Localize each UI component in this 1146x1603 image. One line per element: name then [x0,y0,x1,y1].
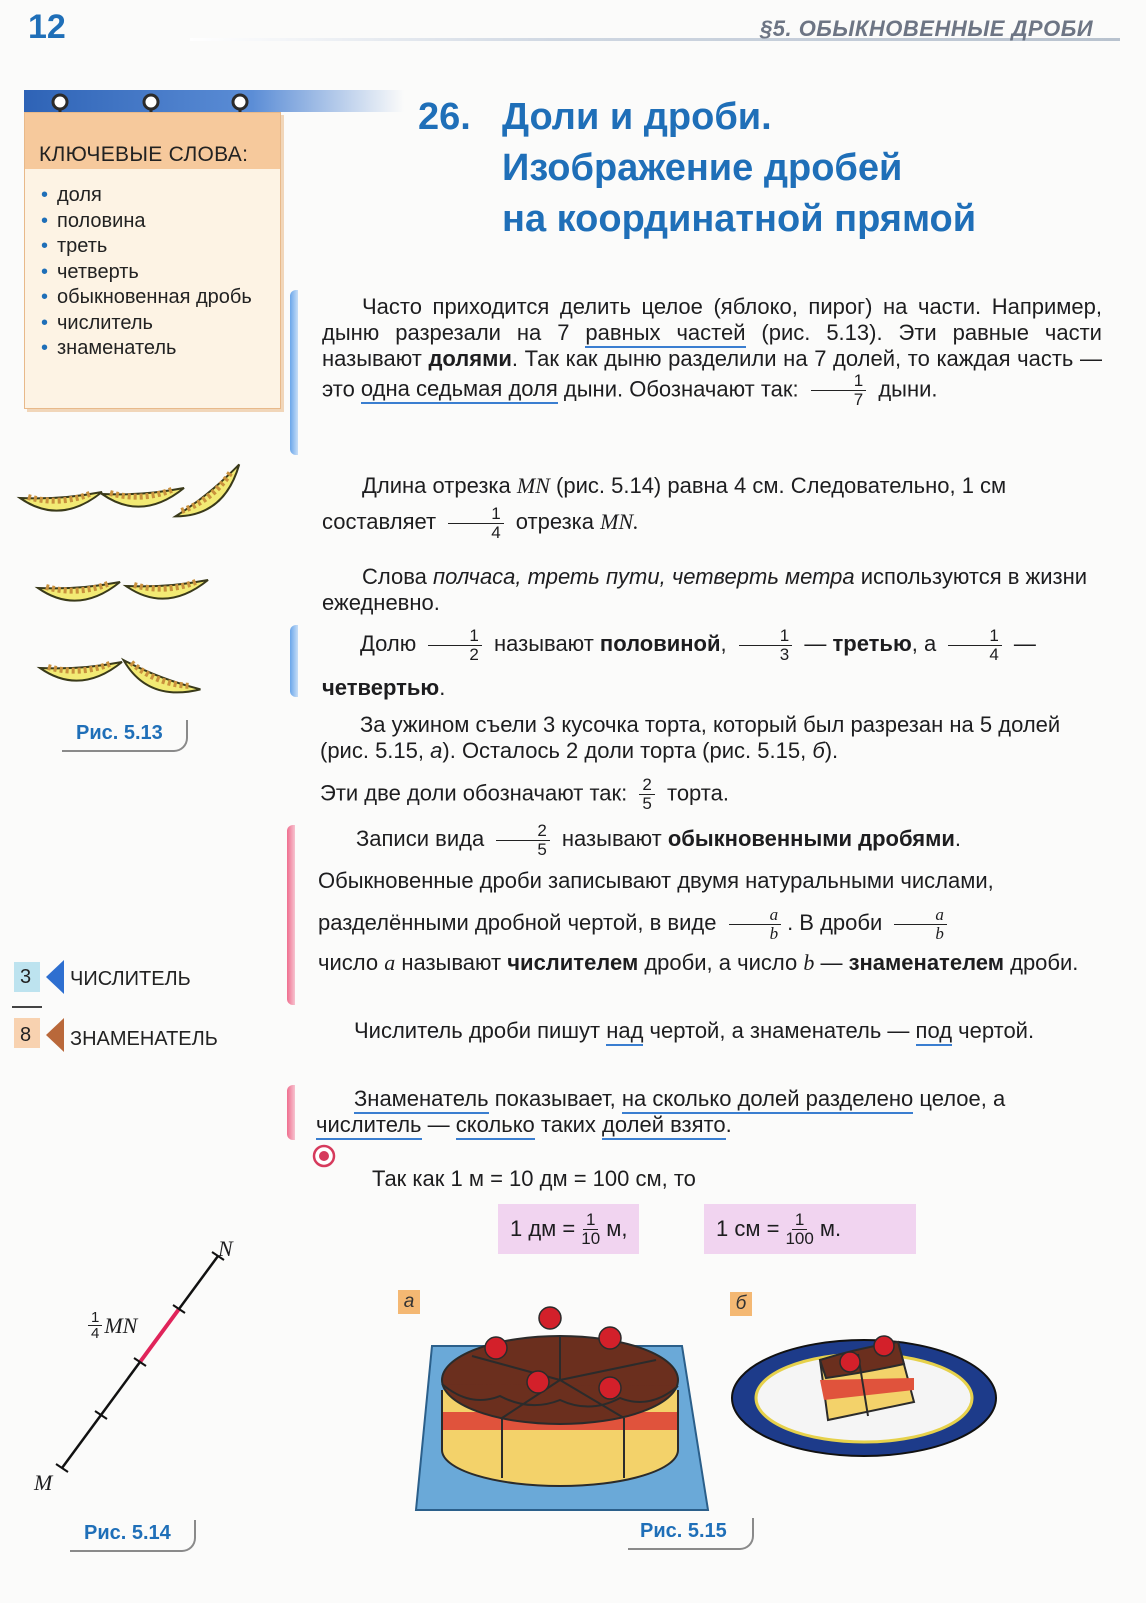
paragraph-2 [322,468,1102,542]
fraction-numerator: 1 [583,1211,598,1230]
fraction-numerator: 2 [639,776,654,795]
keyword-item: • знаменатель [39,336,257,362]
text-run: целое, а [919,1086,1006,1111]
text-run: таких [540,1112,596,1137]
fraction [581,1211,600,1248]
fraction-denominator: 5 [642,794,652,813]
fraction-numerator: 2 [496,822,549,841]
keywords-list [39,183,257,362]
bold-term: третью [832,631,912,656]
formula-box-dm [498,1204,639,1254]
fraction-denominator: b [769,923,779,943]
underlined-term: сколько [456,1112,535,1140]
text-run: (рис. 5.14) равна 4 см. Следовательно, 1 см составляет [322,473,1007,534]
underlined-term: равных частей [585,320,745,348]
text-run: называют [561,826,662,851]
bold-term: знаменателем [848,950,1004,975]
fraction-denominator: 100 [785,1228,814,1248]
fraction-denominator: 4 [91,1325,100,1342]
variable: a [384,950,396,975]
bold-term: четвертью [322,675,440,700]
text-run: Слова [362,564,427,589]
formula-box-cm [704,1204,916,1254]
fraction-numerator: a [729,906,782,925]
underlined-term: над [606,1018,643,1046]
figure-caption-5-13 [62,720,188,752]
text-run: — [820,950,843,975]
paragraph-5-line [320,776,1102,813]
bold-term: половиной [599,631,721,656]
fraction-numerator: 1 [428,627,481,646]
text-run: . [439,675,446,700]
point-label-m: M [34,1470,53,1495]
text-run: Эти две доли обозначают так: [320,780,628,806]
text-run: Записи вида [356,826,485,851]
margin-mark-blue [290,290,298,455]
underlined-term: числитель [316,1112,422,1140]
chapter-number: 26. [418,96,471,138]
keywords-header [25,113,280,169]
point-label-n: N [218,1236,233,1261]
fraction [496,822,549,859]
fraction-numerator: 1 [811,372,866,391]
segment-mn-diagram [30,1232,260,1512]
text-run: — [1013,631,1036,656]
fraction-numerator: 1 [792,1211,807,1230]
text-run: число [318,950,379,975]
caption-text: Рис. 5.14 [84,1522,171,1544]
paragraph-4 [322,622,1102,710]
fraction-denominator: 7 [853,390,864,409]
text-run: отрезка [515,509,595,534]
underlined-term: одна седьмая доля [361,376,558,404]
paragraph-8 [316,1086,1100,1138]
text-run: дыни. [878,376,938,402]
paragraph-5 [320,712,1102,764]
keywords-box [24,112,281,409]
underlined-term: на сколько долей разделено [622,1086,913,1114]
fraction-numerator: 1 [739,627,792,646]
fraction [894,906,947,943]
text-run: . В дроби [787,910,883,935]
fraction [639,776,654,813]
text-run: торта. [666,780,729,806]
keyword-item: • четверть [39,260,257,286]
keyword-item: • числитель [39,311,257,337]
keywords-title: КЛЮЧЕВЫЕ СЛОВА: [39,143,249,166]
fraction-numerator: a [894,906,947,925]
chapter-title-line2: Изображение дробей [502,147,903,189]
whole-cake-illustration [410,1300,720,1520]
underlined-term: Знаменатель [354,1086,489,1114]
fraction-numerator: 1 [88,1310,102,1326]
cake-slices-illustration [728,1320,1000,1470]
fraction-denominator: 4 [989,644,999,664]
text-run: . Так как дыню разделили на 7 долей, то каждая часть — это [322,346,1102,402]
formula-left: 1 см = [716,1216,780,1241]
fraction [811,372,866,409]
text-run: Длина отрезка [362,473,511,498]
text-run: ). Осталось 2 доли торта (рис. 5.15, [442,738,807,763]
arrow-left-icon [44,958,66,996]
text-run: используются в жизни ежедневно. [322,564,1088,615]
fraction-denominator: 4 [491,522,501,542]
text-run: называют [401,950,502,975]
text-run: , а [911,631,937,656]
paragraph-6 [318,818,1100,944]
fraction [428,627,481,664]
variable: b [803,950,815,975]
figure-caption-5-14 [70,1520,196,1552]
formula-left: 1 дм = [510,1216,576,1241]
arrow-left-icon [44,1016,66,1054]
text-run: показывает, [494,1086,616,1111]
underlined-term: под [916,1018,953,1046]
fraction [448,505,503,542]
keyword-item: • половина [39,209,257,235]
text-run: дыни. Обозначают так: [557,376,799,402]
fraction-denominator: 10 [581,1228,601,1248]
formula-right: м, [606,1216,628,1241]
denominator-value: 8 [20,1024,32,1046]
text-run: (рис. 5.13). Эти равные части называют [322,320,1102,371]
fraction-denominator: 5 [537,839,547,859]
keyword-item: • доля [39,183,257,209]
paragraph-3 [322,564,1102,616]
fraction-numerator: 1 [448,505,503,524]
text-run: Долю [360,631,417,656]
italic-letter: б [812,738,825,763]
text-run: чертой. [958,1018,1035,1043]
text-run: — [804,631,827,656]
fraction-numerator: 1 [948,627,1001,646]
text-run: ). [824,738,839,763]
melon-slices-illustration [14,460,254,700]
caption-text: Рис. 5.13 [76,722,163,744]
paragraph-6-cont [318,950,1100,976]
text-run: , [720,631,727,656]
paragraph-7 [316,1018,1100,1044]
target-icon [312,1144,336,1168]
paragraph-1 [322,294,1102,409]
segment-name: MN [516,473,550,498]
text-run: чертой, а знаменатель — [649,1018,910,1043]
underlined-term: долей взято [602,1112,726,1140]
italic-phrase: полчаса, треть пути, четверть метра [433,564,855,589]
text-run: Часто приходится делить целое (яблоко, пирог) на части. Например, дыню разрезали на 7 [322,294,1102,345]
caption-text: Рис. 5.15 [640,1520,727,1542]
text-run: дроби. [1010,950,1079,975]
fraction-denominator: b [935,923,944,943]
fraction-denominator: 2 [469,644,479,664]
formula-right: м. [819,1216,842,1241]
text-run: . [954,826,962,851]
text-run: Обыкновенные дроби записывают двумя натуральными числами, разделёнными дробной чертой, в виде [318,868,994,935]
page-number: 12 [28,8,66,46]
fraction [88,1310,102,1341]
numerator-value: 3 [20,966,32,988]
section-title: §5. ОБЫКНОВЕННЫЕ ДРОБИ [760,16,1094,41]
text-run: . [725,1112,732,1137]
paragraph-9: Так как 1 м = 10 дм = 100 см, то [372,1166,696,1191]
keyword-item: • обыкновенная дробь [39,285,257,311]
bold-term: обыкновенными дробями [667,826,955,851]
chapter-title-line1: Доли и дроби. [502,96,772,138]
text-run: дроби, а число [644,950,798,975]
margin-mark-pink [287,825,295,1005]
fraction [729,906,782,943]
fraction [739,627,792,664]
fraction-bar [12,1006,42,1008]
fraction [948,627,1001,664]
margin-mark-pink [287,1085,295,1140]
fraction [785,1211,813,1248]
bold-term: долями [428,346,512,371]
margin-mark-blue [290,625,298,697]
chapter-title-line3: на координатной прямой [502,198,977,240]
segment-fraction-label [88,1310,137,1341]
italic-letter: а [430,738,443,763]
segment-name: MN [104,1312,138,1338]
figure-label-b: б [730,1292,752,1316]
figure-label-a: а [398,1290,420,1314]
figure-caption-5-15 [628,1518,754,1550]
fraction-denominator: 3 [779,644,790,664]
segment-name: MN. [600,509,639,534]
numerator-label: ЧИСЛИТЕЛЬ [70,968,191,990]
text-run: Числитель дроби пишут [354,1018,601,1043]
denominator-label: ЗНАМЕНАТЕЛЬ [70,1028,218,1050]
text-run: За ужином съели 3 кусочка торта, который был разрезан на 5 долей (рис. 5.15, [320,712,1061,763]
text-run: называют [493,631,594,656]
text-run: — [427,1112,450,1137]
keyword-item: • треть [39,234,257,260]
bold-term: числителем [507,950,639,975]
chapter-title [418,92,976,245]
